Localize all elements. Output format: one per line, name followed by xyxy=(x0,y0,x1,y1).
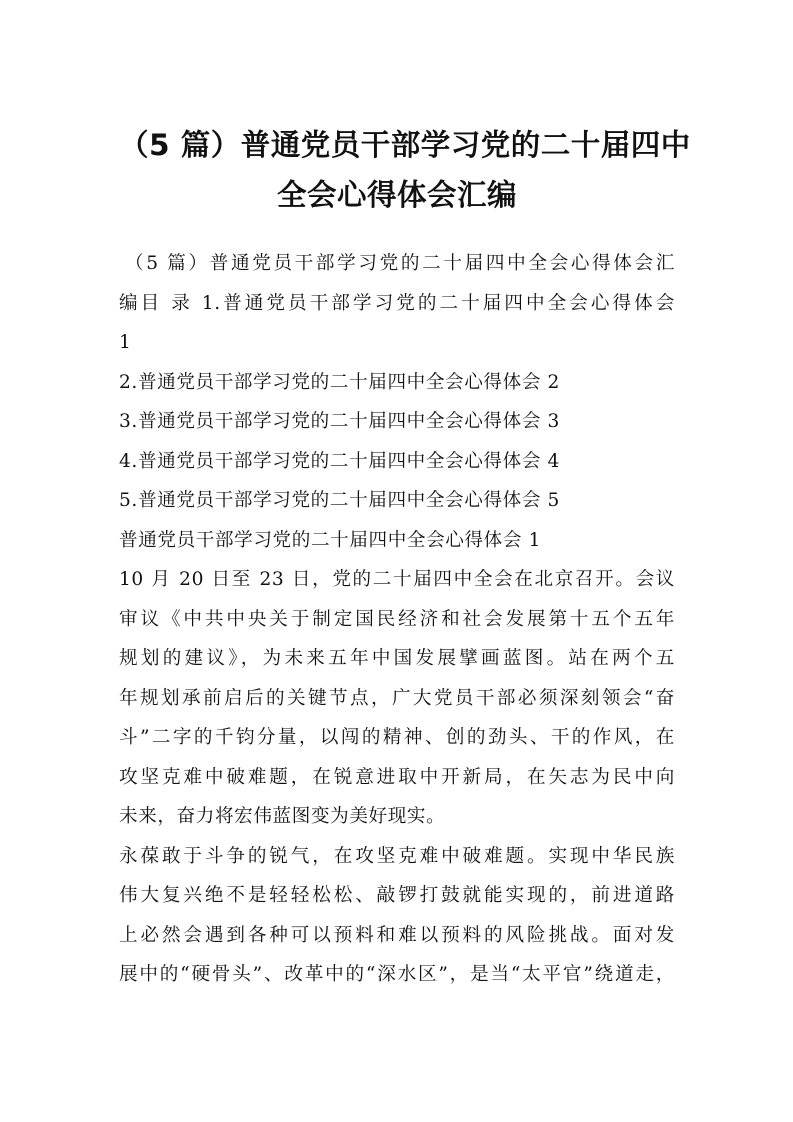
document-title xyxy=(119,120,691,220)
body-line: （5 篇）普通党员干部学习党的二十届四中全会心得体会汇 xyxy=(125,253,675,274)
body-line: 审议《中共中央关于制定国民经济和社会发展第十五个五年 xyxy=(119,608,675,630)
body-line: 未来，奋力将宏伟蓝图变为美好现实。 xyxy=(119,806,446,827)
body-line: 1 xyxy=(119,332,132,353)
body-line: 攻坚克难中破难题，在锐意进取中开新局，在矢志为民中向 xyxy=(119,766,675,788)
body-line: 规划的建议》，为未来五年中国发展擘画蓝图。站在两个五 xyxy=(119,648,675,669)
body-line: 编目 录 1.普通党员干部学习党的二十届四中全会心得体会 xyxy=(119,292,675,314)
toc-item: 2.普通党员干部学习党的二十届四中全会心得体会 2 xyxy=(119,371,560,393)
body-line: 上必然会遇到各种可以预料和难以预料的风险挑战。面对发 xyxy=(119,924,675,946)
body-line: 年规划承前启后的关键节点，广大党员干部必须深刻领会“奋 xyxy=(119,687,675,709)
body-line: 展中的“硬骨头”、改革中的“深水区”，是当“太平官”绕道走， xyxy=(119,964,675,985)
toc-item: 4.普通党员干部学习党的二十届四中全会心得体会 4 xyxy=(119,450,560,472)
toc-item: 3.普通党员干部学习党的二十届四中全会心得体会 3 xyxy=(119,411,560,432)
section-heading: 普通党员干部学习党的二十届四中全会心得体会 1 xyxy=(119,529,542,551)
body-line: 永葆敢于斗争的锐气，在攻坚克难中破难题。实现中华民族 xyxy=(119,845,675,867)
toc-item: 5.普通党员干部学习党的二十届四中全会心得体会 5 xyxy=(119,490,560,511)
title-line-2: 全会心得体会汇编 xyxy=(276,178,517,212)
title-line-1: （5 篇）普通党员干部学习党的二十届四中 xyxy=(119,128,691,162)
body-line: 斗”二字的千钧分量，以闯的精神、创的劲头、干的作风，在 xyxy=(119,727,675,748)
document-body xyxy=(119,244,675,995)
body-line: 伟大复兴绝不是轻轻松松、敲锣打鼓就能实现的，前进道路 xyxy=(119,885,675,906)
body-line: 10 月 20 日至 23 日，党的二十届四中全会在北京召开。会议 xyxy=(119,569,675,590)
